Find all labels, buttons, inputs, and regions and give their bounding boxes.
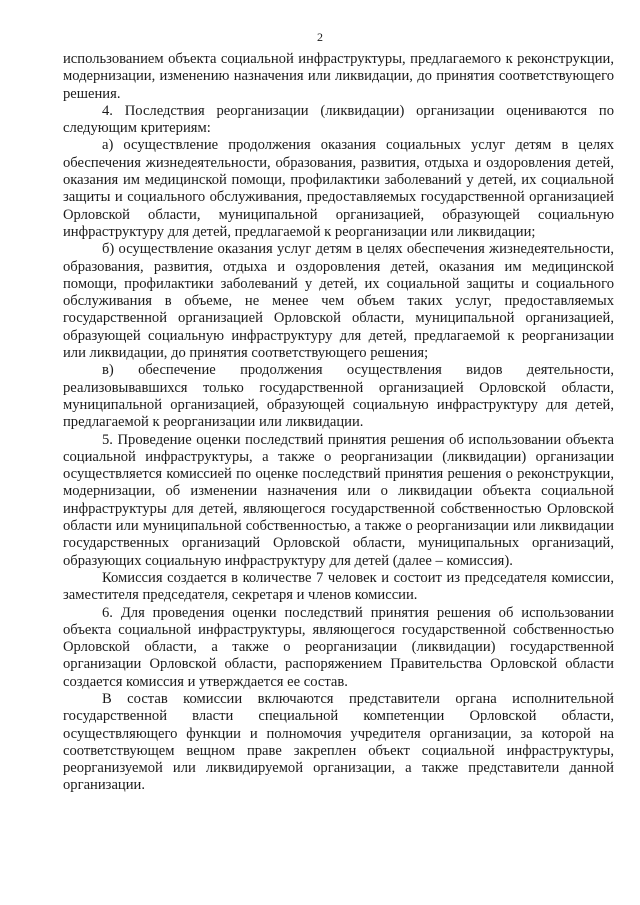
paragraph-item-5: 5. Проведение оценки последствий принятия решения об использовании объекта социальной инфраструктуры, а также о реорганизации (ликвидации) организации осуществляется комиссией по оценке последствий принятия решения о реконструкции, модернизации, об изменении назначения или о ликвидации объекта социальной инфраструктуры для детей, являющегося государственной собственностью Орловской области или муниципальной собственностью, а также о реорганизации или ликвидации государственных организаций Орловской области, муниципальных организаций, образующих социальную инфраструктуру для детей (далее – комиссия).: [63, 431, 614, 569]
document-body: [63, 51, 614, 795]
paragraph-continuation: использованием объекта социальной инфраструктуры, предлагаемого к реконструкции, модернизации, изменению назначения или ликвидации, до принятия соответствующего решения.: [63, 51, 614, 102]
paragraph-item-6: 6. Для проведения оценки последствий принятия решения об использовании объекта социальной инфраструктуры, являющегося государственной собственностью Орловской области, а также о реорганизации (ликвидации) государственной организации Орловской области, распоряжением Правительства Орловской области создается комиссия и утверждается ее состав.: [63, 604, 614, 690]
paragraph-criterion-a: а) осуществление продолжения оказания социальных услуг детям в целях обеспечения жизнедеятельности, образования, развития, отдыха и оздоровления детей, оказания им медицинской помощи, профилактики заболеваний у детей, их социальной защиты и социального обслуживания, предоставляемых государственной организацией Орловской области, муниципальной организацией, образующей социальную инфраструктуру для детей, предлагаемой к реорганизации или ликвидации;: [63, 137, 614, 240]
paragraph-commission-size: Комиссия создается в количестве 7 человек и состоит из председателя комиссии, заместителя председателя, секретаря и членов комиссии.: [63, 569, 614, 604]
paragraph-criterion-v: в) обеспечение продолжения осуществления видов деятельности, реализовывавшихся только государственной организацией Орловской области, муниципальной организацией, образующей социальную инфраструктуру для детей, предлагаемой к реорганизации или ликвидации.: [63, 362, 614, 431]
page-number: 2: [317, 30, 323, 44]
paragraph-item-4: 4. Последствия реорганизации (ликвидации) организации оцениваются по следующим критериям:: [63, 102, 614, 137]
paragraph-commission-members: В состав комиссии включаются представители органа исполнительной государственной власти специальной компетенции Орловской области, осуществляющего функции и полномочия учредителя организации, за которой на соответствующем вещном праве закреплен объект социальной инфраструктуры, реорганизуемой или ликвидируемой организации, а также представители данной организации.: [63, 690, 614, 794]
paragraph-criterion-b: б) осуществление оказания услуг детям в целях обеспечения жизнедеятельности, образования, развития, отдыха и оздоровления детей, оказания им медицинской помощи, профилактики заболеваний у детей, их социальной защиты и социального обслуживания в объеме, не менее чем объем таких услуг, предоставляемых государственной организацией Орловской области, муниципальной организацией, образующей социальную инфраструктуру для детей, предлагаемой к реорганизации или ликвидации, до принятия соответствующего решения;: [63, 241, 614, 362]
